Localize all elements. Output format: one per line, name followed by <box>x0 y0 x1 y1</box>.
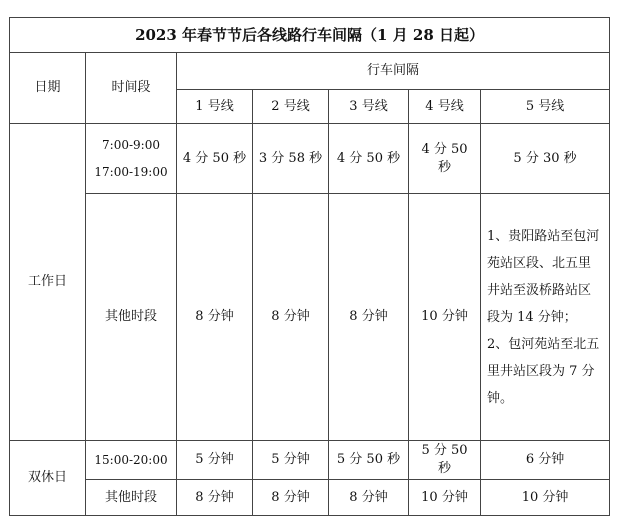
workday-peak-line-5: 5 分 30 秒 <box>481 124 610 194</box>
weekend-peak-line-2: 5 分钟 <box>253 441 329 480</box>
table-title: 2023 年春节节后各线路行车间隔（1 月 28 日起） <box>10 18 610 53</box>
workday-peak-period <box>86 124 177 194</box>
header-line-4: 4 号线 <box>409 90 481 124</box>
weekend-other-period: 其他时段 <box>86 480 177 516</box>
workday-other-period: 其他时段 <box>86 194 177 441</box>
weekend-peak-line-5: 6 分钟 <box>481 441 610 480</box>
schedule-table <box>9 17 610 516</box>
workday-peak-line-4: 4 分 50 秒 <box>409 124 481 194</box>
weekend-other-line-1: 8 分钟 <box>177 480 253 516</box>
header-line-1: 1 号线 <box>177 90 253 124</box>
workday-other-line-3: 8 分钟 <box>329 194 409 441</box>
workday-other-line-2: 8 分钟 <box>253 194 329 441</box>
weekend-other-line-2: 8 分钟 <box>253 480 329 516</box>
header-line-2: 2 号线 <box>253 90 329 124</box>
header-line-3: 3 号线 <box>329 90 409 124</box>
weekend-other-line-3: 8 分钟 <box>329 480 409 516</box>
workday-peak-line-2: 3 分 58 秒 <box>253 124 329 194</box>
line5-note-2: 2、包河苑站至北五里井站区段为 7 分钟。 <box>487 336 600 406</box>
header-line-5: 5 号线 <box>481 90 610 124</box>
workday-other-line-1: 8 分钟 <box>177 194 253 441</box>
weekend-label: 双休日 <box>10 441 86 516</box>
workday-peak-line-3: 4 分 50 秒 <box>329 124 409 194</box>
workday-peak-period-morning: 7:00-9:00 <box>102 138 160 153</box>
weekend-peak-line-1: 5 分钟 <box>177 441 253 480</box>
header-period: 时间段 <box>86 53 177 124</box>
weekend-peak-line-3: 5 分 50 秒 <box>329 441 409 480</box>
weekend-peak-line-4: 5 分 50 秒 <box>409 441 481 480</box>
weekend-other-line-5: 10 分钟 <box>481 480 610 516</box>
header-date: 日期 <box>10 53 86 124</box>
workday-peak-line-1: 4 分 50 秒 <box>177 124 253 194</box>
workday-line5-note <box>481 194 610 441</box>
line5-note-1: 1、贵阳路站至包河苑站区段、北五里井站至汲桥路站区段为 14 分钟； <box>487 228 600 325</box>
workday-label: 工作日 <box>10 124 86 441</box>
workday-peak-period-evening: 17:00-19:00 <box>94 164 168 179</box>
workday-other-line-4: 10 分钟 <box>409 194 481 441</box>
weekend-peak-period: 15:00-20:00 <box>86 441 177 480</box>
weekend-other-line-4: 10 分钟 <box>409 480 481 516</box>
header-interval: 行车间隔 <box>177 53 610 90</box>
